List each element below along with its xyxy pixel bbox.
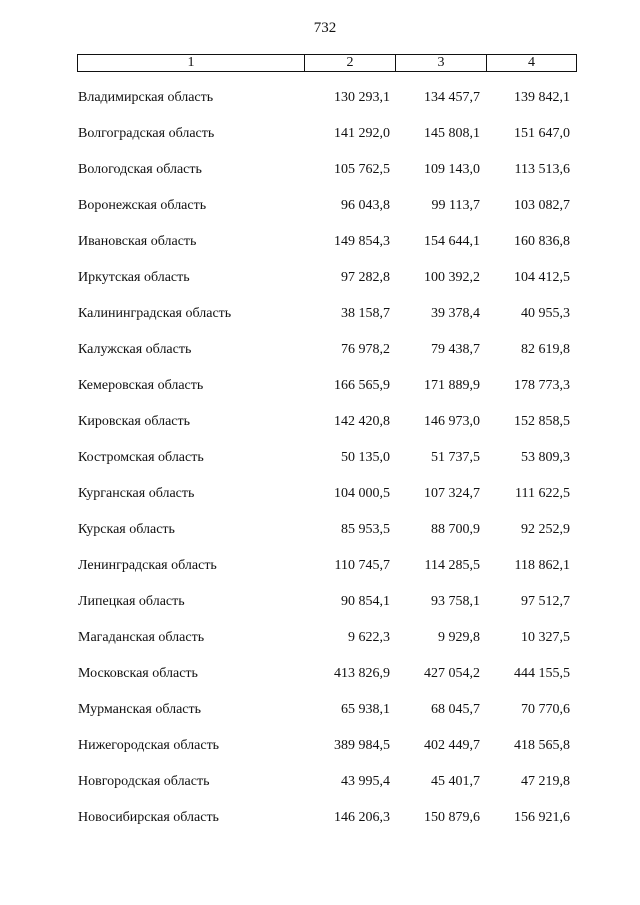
value-col-4: 103 082,7 [514,198,570,213]
value-col-4: 70 770,6 [521,702,570,717]
value-col-2: 85 953,5 [341,522,390,537]
region-name: Воронежская область [78,198,207,213]
value-col-3: 114 285,5 [424,558,480,573]
value-col-2: 104 000,5 [334,486,390,501]
value-col-2: 413 826,9 [334,666,390,681]
value-col-2: 76 978,2 [341,342,390,357]
value-col-3: 79 438,7 [431,342,480,357]
value-col-3: 146 973,0 [424,414,480,429]
value-col-2: 90 854,1 [341,594,390,609]
value-col-3: 68 045,7 [431,702,480,717]
region-name: Вологодская область [78,162,202,177]
column-header-table [77,54,577,72]
table-row [0,518,640,554]
table-row [0,230,640,266]
value-col-3: 145 808,1 [424,126,480,141]
value-col-3: 427 054,2 [424,666,480,681]
value-col-3: 93 758,1 [431,594,480,609]
table-row [0,806,640,842]
table-row [0,302,640,338]
table-row [0,446,640,482]
value-col-3: 107 324,7 [424,486,480,501]
value-col-2: 65 938,1 [341,702,390,717]
value-col-4: 178 773,3 [514,378,570,393]
value-col-4: 47 219,8 [521,774,570,789]
value-col-3: 171 889,9 [424,378,480,393]
table-row [0,554,640,590]
value-col-4: 444 155,5 [514,666,570,681]
value-col-2: 43 995,4 [341,774,390,789]
table-row [0,770,640,806]
region-name: Кемеровская область [78,378,204,393]
value-col-4: 82 619,8 [521,342,570,357]
table-row [0,266,640,302]
region-name: Иркутская область [78,270,190,285]
value-col-4: 53 809,3 [521,450,570,465]
value-col-4: 418 565,8 [514,738,570,753]
value-col-4: 40 955,3 [521,306,570,321]
value-col-2: 389 984,5 [334,738,390,753]
value-col-2: 141 292,0 [334,126,390,141]
value-col-3: 134 457,7 [424,90,480,105]
value-col-3: 39 378,4 [431,306,480,321]
page-number: 732 [313,20,337,36]
value-col-3: 45 401,7 [431,774,480,789]
region-name: Московская область [78,666,198,681]
region-name: Кировская область [78,414,191,429]
table-row [0,626,640,662]
value-col-2: 9 622,3 [348,630,390,645]
region-name: Ленинградская область [78,558,217,573]
value-col-4: 97 512,7 [521,594,570,609]
table-row [0,338,640,374]
region-name: Калужская область [78,342,192,357]
value-col-2: 149 854,3 [334,234,390,249]
value-col-4: 104 412,5 [514,270,570,285]
value-col-4: 10 327,5 [521,630,570,645]
table-row [0,590,640,626]
value-col-2: 97 282,8 [341,270,390,285]
table-row [0,482,640,518]
value-col-4: 92 252,9 [521,522,570,537]
value-col-3: 9 929,8 [438,630,480,645]
value-col-2: 130 293,1 [334,90,390,105]
region-name: Нижегородская область [78,738,220,753]
value-col-2: 110 745,7 [334,558,390,573]
table-row [0,122,640,158]
region-name: Новосибирская область [78,810,219,825]
value-col-3: 402 449,7 [424,738,480,753]
table-row [0,86,640,122]
value-col-2: 50 135,0 [341,450,390,465]
table-row [0,698,640,734]
table-row [0,374,640,410]
column-header-4: 4 [487,55,577,72]
region-name: Ивановская область [78,234,197,249]
value-col-4: 152 858,5 [514,414,570,429]
value-col-2: 38 158,7 [341,306,390,321]
value-col-3: 51 737,5 [431,450,480,465]
table-row [0,734,640,770]
column-header-row [78,55,577,72]
value-col-3: 88 700,9 [431,522,480,537]
value-col-3: 154 644,1 [424,234,480,249]
region-name: Курская область [78,522,175,537]
value-col-4: 151 647,0 [514,126,570,141]
region-name: Волгоградская область [78,126,215,141]
table-row [0,662,640,698]
region-name: Мурманская область [78,702,202,717]
region-name: Новгородская область [78,774,210,789]
value-col-4: 111 622,5 [515,486,570,501]
region-name: Калининградская область [78,306,232,321]
value-col-4: 113 513,6 [514,162,570,177]
value-col-3: 100 392,2 [424,270,480,285]
value-col-4: 139 842,1 [514,90,570,105]
region-name: Владимирская область [78,90,214,105]
value-col-3: 150 879,6 [424,810,480,825]
value-col-2: 166 565,9 [334,378,390,393]
table-row [0,194,640,230]
column-header-2: 2 [305,55,396,72]
column-header-3: 3 [396,55,487,72]
value-col-4: 160 836,8 [514,234,570,249]
value-col-2: 146 206,3 [334,810,390,825]
table-row [0,158,640,194]
value-col-3: 99 113,7 [431,198,480,213]
value-col-2: 142 420,8 [334,414,390,429]
region-name: Липецкая область [78,594,185,609]
table-row [0,410,640,446]
region-name: Магаданская область [78,630,205,645]
value-col-2: 96 043,8 [341,198,390,213]
region-name: Костромская область [78,450,204,465]
column-header-1: 1 [78,55,305,72]
region-name: Курганская область [78,486,195,501]
value-col-2: 105 762,5 [334,162,390,177]
table-body [0,86,640,842]
value-col-3: 109 143,0 [424,162,480,177]
value-col-4: 118 862,1 [514,558,570,573]
value-col-4: 156 921,6 [514,810,570,825]
